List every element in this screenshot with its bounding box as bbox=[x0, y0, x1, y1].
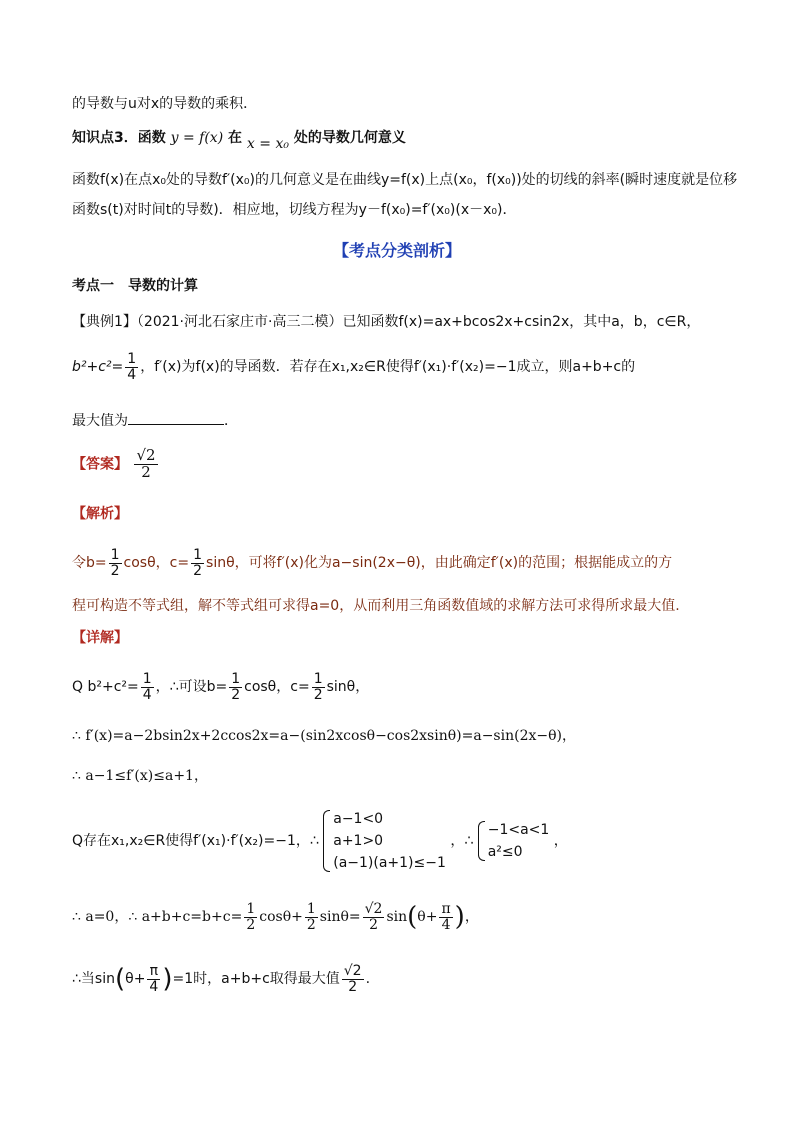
example-text-1: 已知函数f(x)=ax+bcos2x+csin2x，其中a，b，c∈R， bbox=[342, 314, 701, 330]
d1-d: sinθ， bbox=[326, 679, 370, 696]
d6-c: =1时，a+b+c取得最大值 bbox=[172, 971, 340, 988]
d4-a: Q存在x₁,x₂∈R使得f′(x₁)·f′(x₂)=−1，∴ bbox=[72, 833, 319, 849]
frac-num: √2 bbox=[343, 963, 362, 979]
sys1-row: a−1<0 bbox=[333, 811, 384, 827]
fraction-sqrt2-over-2 bbox=[363, 902, 385, 932]
sys2-row: −1<a<1 bbox=[487, 822, 550, 838]
example-source: （2021·河北石家庄市·高三二模） bbox=[136, 314, 343, 330]
d3: ∴ a−1≤f′(x)≤a+1， bbox=[72, 768, 208, 784]
detail-label: 【详解】 bbox=[72, 630, 128, 646]
detail-line-4 bbox=[72, 808, 734, 874]
fraction-sqrt2-over-2 bbox=[342, 964, 364, 994]
d6-d: . bbox=[365, 971, 371, 988]
kp3-mid: 在 bbox=[228, 130, 243, 146]
kp3-label: 知识点3．函数 bbox=[72, 130, 166, 146]
d5-f: ， bbox=[464, 909, 479, 926]
kp3-body-1: 函数f(x)在点x₀处的导数f′(x₀)的几何意义是在曲线y=f(x)上点(x₀，f(x₀))处的切线的斜率(瞬时速度就是位移 bbox=[72, 172, 738, 188]
fraction-half bbox=[305, 902, 318, 932]
d1-c: cosθ，c= bbox=[244, 679, 310, 696]
detail-line-3 bbox=[72, 766, 734, 786]
frac-den: 2 bbox=[246, 916, 256, 933]
d5-c: sinθ= bbox=[319, 909, 361, 926]
frac-num: 1 bbox=[306, 901, 316, 917]
example-line-2 bbox=[72, 352, 734, 382]
kp3-function: y = f(x) bbox=[170, 130, 224, 146]
analysis-line-2 bbox=[72, 596, 734, 616]
fraction-quarter bbox=[141, 672, 154, 702]
detail-line-2 bbox=[72, 726, 734, 746]
analysis-3: sinθ，可将f′(x)化为a−sin(2x−θ)，由此确定f′(x)的范围；根据能成立的方 bbox=[206, 555, 673, 572]
fraction-half bbox=[312, 672, 325, 702]
frac-num: 1 bbox=[193, 547, 203, 563]
topic-1-heading bbox=[72, 276, 734, 296]
text-line-top bbox=[72, 94, 734, 114]
answer-den: 2 bbox=[141, 462, 151, 481]
detail-line-6 bbox=[72, 964, 734, 994]
detail-heading bbox=[72, 628, 734, 648]
frac-den: 2 bbox=[348, 978, 358, 995]
detail-line-1 bbox=[72, 672, 734, 702]
answer-num: √2 bbox=[136, 446, 156, 464]
frac-den: 4 bbox=[127, 366, 137, 383]
frac-den: 2 bbox=[193, 562, 203, 579]
answer-line bbox=[72, 448, 734, 481]
sys2-row: a²≤0 bbox=[487, 844, 523, 860]
analysis-line-2-text: 程可构造不等式组，解不等式组可求得a=0，从而利用三角函数值域的求解方法可求得所求最大值. bbox=[72, 598, 680, 614]
text-top: 的导数与u对x的导数的乘积． bbox=[72, 96, 258, 112]
analysis-label: 【解析】 bbox=[72, 506, 128, 522]
example-text-3-end: ． bbox=[224, 413, 238, 429]
frac-den: 2 bbox=[110, 562, 120, 579]
frac-num: 1 bbox=[231, 671, 241, 687]
answer-label: 【答案】 bbox=[72, 456, 128, 473]
example-text-3: 最大值为 bbox=[72, 413, 128, 429]
frac-den: 4 bbox=[149, 978, 159, 995]
example-text-2b: ，f′(x)为f(x)的导函数．若存在x₁,x₂∈R使得f′(x₁)·f′(x₂)=−1成立，则a+b+c的 bbox=[140, 359, 636, 376]
frac-num: π bbox=[147, 964, 160, 980]
frac-num: 1 bbox=[110, 547, 120, 563]
sys1-row: a+1>0 bbox=[333, 833, 384, 849]
d5-b: cosθ+ bbox=[259, 909, 303, 926]
d5-d: sin bbox=[386, 909, 408, 926]
frac-den: 4 bbox=[142, 686, 152, 703]
d1-a: Q b²+c²= bbox=[72, 679, 139, 696]
kp3-body-2: 函数s(t)对时间t的导数)．相应地，切线方程为y－f(x₀)=f′(x₀)(x－x₀)． bbox=[72, 202, 517, 218]
paren-open: ( bbox=[114, 964, 126, 995]
frac-num: 1 bbox=[142, 671, 152, 687]
frac-num: 1 bbox=[127, 351, 137, 367]
analysis-heading bbox=[72, 504, 734, 524]
frac-num: 1 bbox=[246, 901, 256, 917]
frac-den: 2 bbox=[313, 686, 323, 703]
d4-end: ， bbox=[553, 833, 568, 849]
kp3-body-line-2 bbox=[72, 200, 734, 220]
example-line-3 bbox=[72, 410, 734, 431]
paren-open: ( bbox=[407, 902, 418, 933]
frac-den: 4 bbox=[441, 916, 451, 933]
d1-b: ，∴可设b= bbox=[155, 679, 228, 696]
d5-e: θ+ bbox=[417, 909, 438, 926]
kp3-tail: 处的导数几何意义 bbox=[293, 130, 406, 146]
kp3-point: x = x₀ bbox=[246, 136, 289, 152]
fraction-half bbox=[244, 902, 257, 932]
analysis-line-1 bbox=[72, 548, 734, 578]
analysis-2: cosθ，c= bbox=[123, 555, 190, 572]
d2: ∴ f′(x)=a−2bsin2x+2ccos2x=a−(sin2xcosθ−cos2xsinθ)=a−sin(2x−θ)， bbox=[72, 728, 576, 744]
answer-blank bbox=[128, 410, 224, 425]
paren-close: ) bbox=[162, 964, 173, 995]
d4-mid: ，∴ bbox=[450, 833, 474, 849]
inequality-system-2 bbox=[478, 819, 550, 863]
frac-den: 2 bbox=[369, 916, 378, 933]
frac-den: 2 bbox=[231, 686, 241, 703]
knowledge-point-3-heading bbox=[72, 128, 734, 152]
fraction-half-b bbox=[191, 548, 204, 578]
example-text-2a: b²+c²= bbox=[72, 359, 124, 376]
frac-num: π bbox=[441, 901, 451, 917]
fraction-pi-over-4 bbox=[439, 902, 452, 932]
frac-num: 1 bbox=[313, 671, 323, 687]
fraction-one-quarter bbox=[125, 352, 138, 382]
answer-fraction bbox=[134, 448, 157, 481]
fraction-half-a bbox=[109, 548, 122, 578]
section-title: 【考点分类剖析】 bbox=[332, 241, 461, 260]
sys1-row: (a−1)(a+1)≤−1 bbox=[333, 855, 446, 871]
frac-den: 2 bbox=[306, 916, 316, 933]
analysis-1: 令b= bbox=[72, 555, 107, 572]
topic-1: 考点一 导数的计算 bbox=[72, 278, 198, 294]
fraction-pi-over-4 bbox=[147, 964, 160, 994]
paren-close: ) bbox=[454, 902, 465, 933]
example-line-1 bbox=[72, 312, 734, 332]
kp3-body-line-1 bbox=[72, 170, 738, 190]
inequality-system-1 bbox=[323, 808, 446, 874]
fraction-half bbox=[229, 672, 242, 702]
d6-b: θ+ bbox=[125, 971, 146, 988]
example-label: 【典例1】 bbox=[72, 314, 137, 330]
detail-line-5 bbox=[72, 902, 734, 932]
frac-num: √2 bbox=[364, 901, 383, 917]
d5-a: ∴ a=0，∴ a+b+c=b+c= bbox=[72, 909, 243, 926]
d6-a: ∴当sin bbox=[72, 971, 115, 988]
